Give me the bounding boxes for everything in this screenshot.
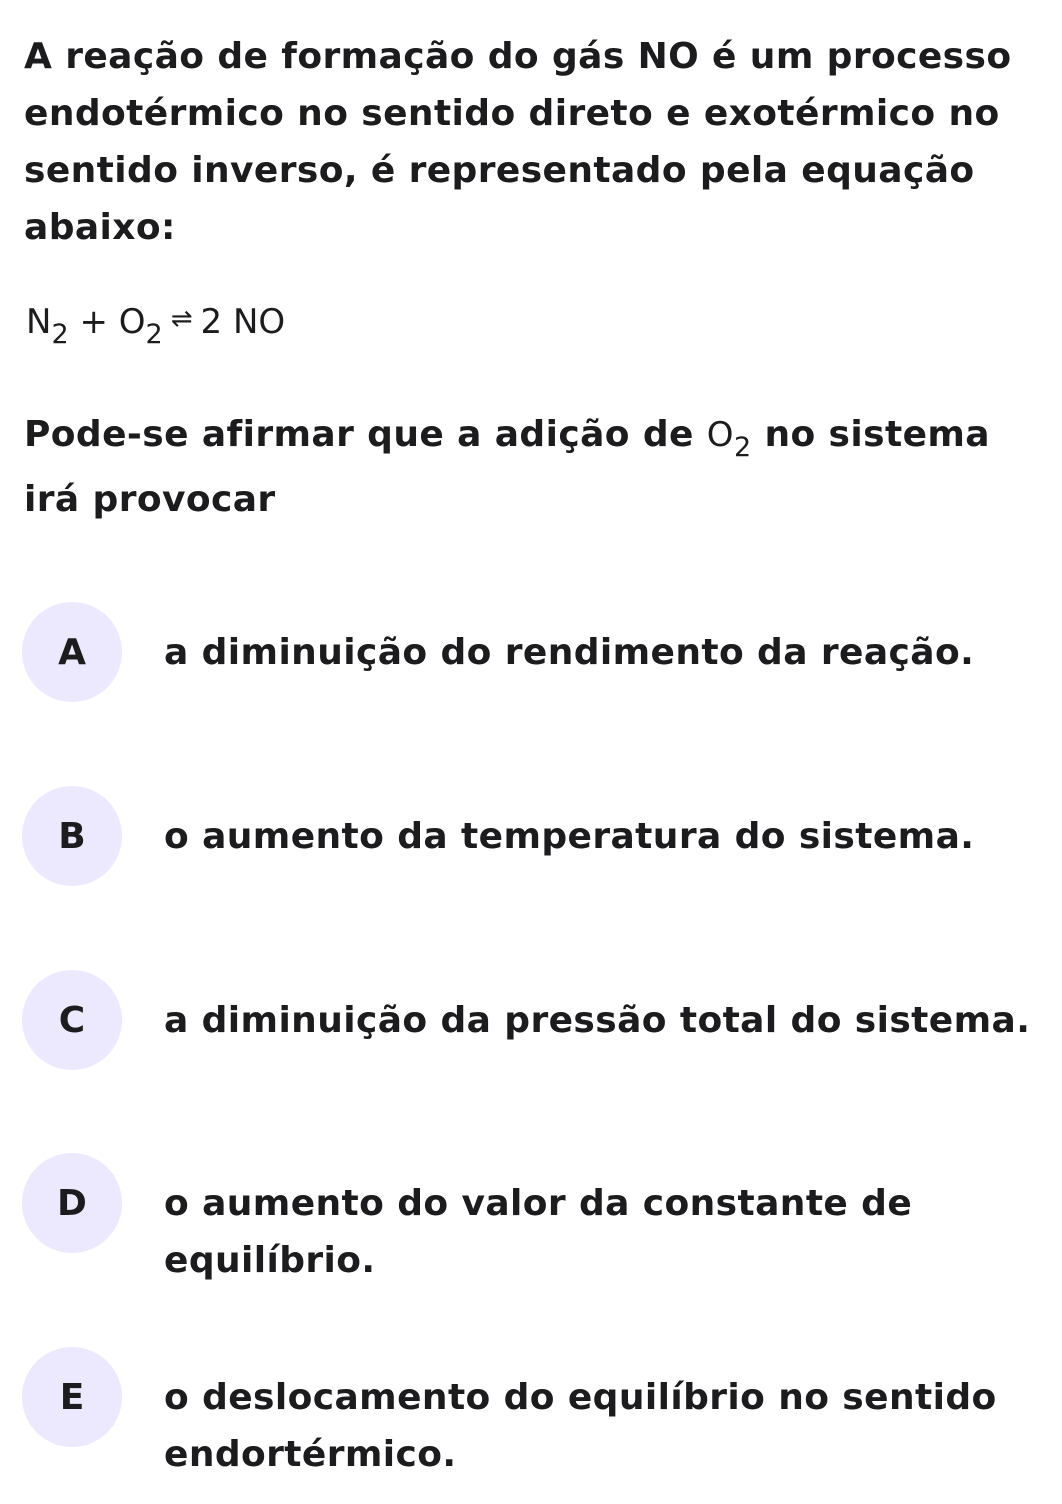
option-b-badge[interactable]: B <box>22 786 122 886</box>
option-b-text[interactable]: o aumento da temperatura do sistema. <box>164 816 975 857</box>
option-e-badge[interactable]: E <box>22 1347 122 1447</box>
prompt-before: Pode-se afirmar que a adição de <box>24 414 707 455</box>
equation-o-subscript: 2 <box>145 319 163 350</box>
option-a-text[interactable]: a diminuição do rendimento da reação. <box>164 632 975 673</box>
prompt-species <box>706 415 752 463</box>
option-a-badge[interactable]: A <box>22 602 122 702</box>
equation-plus: + <box>79 302 108 342</box>
prompt-species-subscript: 2 <box>733 432 752 463</box>
option-d-text[interactable]: o aumento do valor da constante de equilíbrio. <box>164 1183 913 1281</box>
equation-o: O <box>118 302 146 342</box>
equation-n-subscript: 2 <box>51 319 69 350</box>
option-c-badge[interactable]: C <box>22 970 122 1070</box>
chemical-equation <box>26 294 285 353</box>
option-c-text[interactable]: a diminuição da pressão total do sistema. <box>164 1000 1031 1041</box>
option-e-text[interactable]: o deslocamento do equilíbrio no sentido endortérmico. <box>164 1377 997 1475</box>
prompt-after: no sistema irá provocar <box>24 414 990 520</box>
equilibrium-arrow-icon: ⇌ <box>170 304 193 334</box>
equation-product: 2 NO <box>200 302 286 342</box>
option-d-badge[interactable]: D <box>22 1153 122 1253</box>
equation-n: N <box>26 302 52 342</box>
question-prompt <box>24 404 1054 531</box>
question-intro: A reação de formação do gás NO é um processo endotérmico no sentido direto e exotérmico no sentido inverso, é representado pela equação abaixo: <box>24 36 1012 248</box>
prompt-species-symbol: O <box>706 415 734 455</box>
